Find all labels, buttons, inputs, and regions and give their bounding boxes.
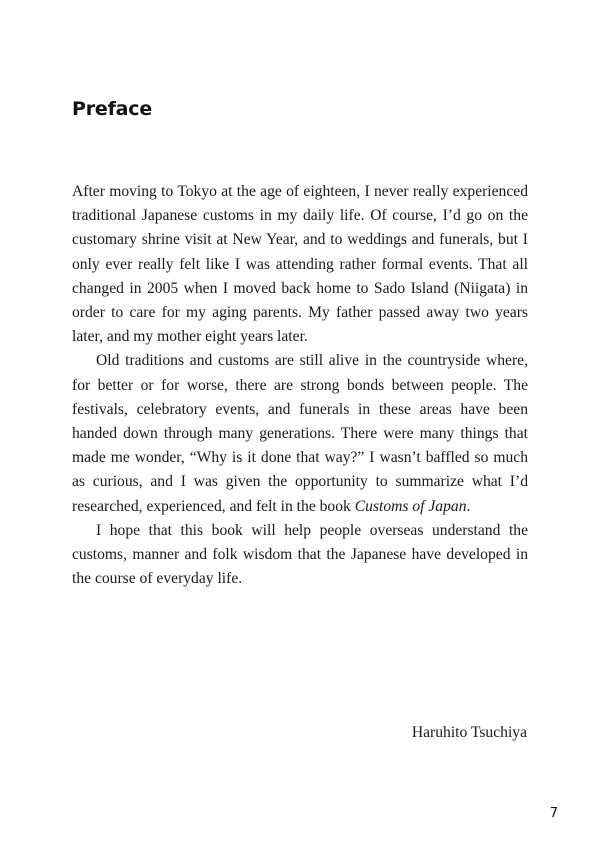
preface-body	[72, 180, 528, 591]
book-title: Customs of Japan	[354, 497, 467, 515]
page-number: 7	[549, 806, 558, 821]
paragraph-2	[72, 349, 528, 518]
paragraph-2-end: .	[466, 497, 471, 515]
paragraph-3: I hope that this book will help people overseas understand the customs, manner and folk wisdom that the Japanese have developed in the course of everyday life.	[72, 521, 528, 588]
author-signature: Haruhito Tsuchiya	[411, 724, 527, 741]
paragraph-2-text: Old traditions and customs are still alive in the countryside where, for better or for worse, there are strong bonds between people. The festivals, celebratory events, and funerals in these areas have been handed down through many generations. There were many things that made me wonder, “Why is it done that way?” I wasn’t baffled so much as curious, and I was given the opportunity to summarize what I’d researched, experienced, and felt in the book	[72, 352, 528, 515]
paragraph-1: After moving to Tokyo at the age of eighteen, I never really experienced traditional Japanese customs in my daily life. Of course, I’d go on the customary shrine visit at New Year, and to weddings and funerals, but I only ever really felt like I was attending rather formal events. That all changed in 2005 when I moved back home to Sado Island (Niigata) in order to care for my aging parents. My father passed away two years later, and my mother eight years later.	[72, 183, 528, 346]
page-title: Preface	[72, 98, 153, 120]
